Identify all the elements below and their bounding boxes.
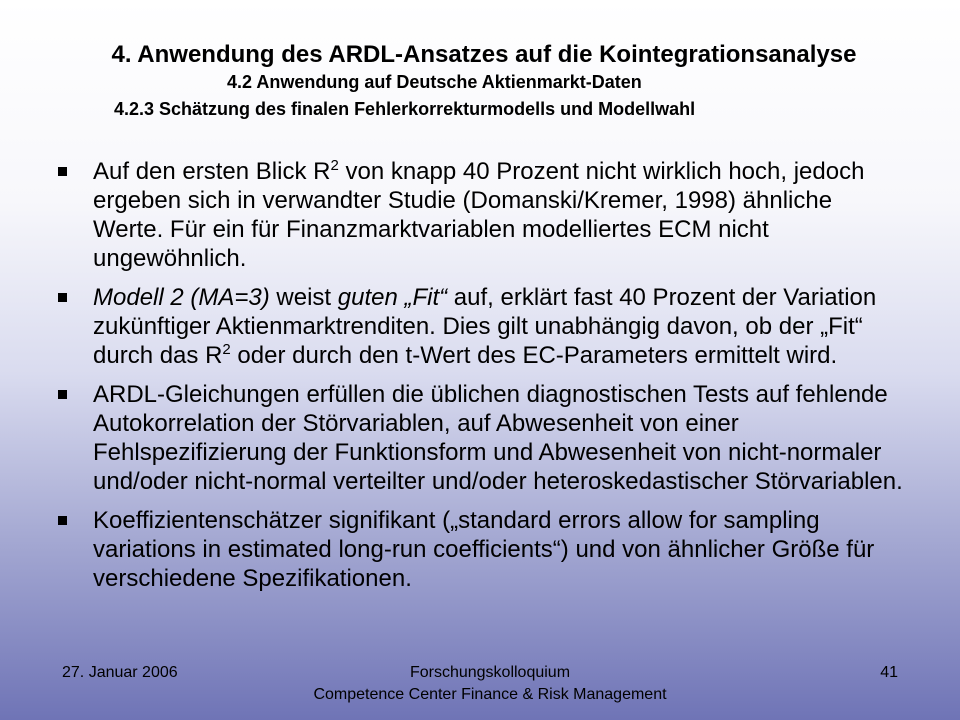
square-bullet-icon [58, 167, 67, 176]
bullet-text-segment: ARDL-Gleichungen erfüllen die üblichen diagnostischen Tests auf fehlende Autokorrelation der Störvariablen, auf Abwesenheit von einer Fehlspezifizierung der Funktionsform und Abwesenheit von nicht-normaler und/oder nicht-normal verteilter und/oder heteroskedastischer Störvariablen. [93, 381, 903, 495]
footer-organization: Competence Center Finance & Risk Management [313, 686, 667, 703]
footer-page-number: 41 [880, 664, 898, 681]
bullet-text-segment: weist [269, 284, 338, 311]
footer-date: 27. Januar 2006 [62, 664, 178, 681]
bullet-item [56, 283, 906, 370]
bullet-item [56, 506, 906, 593]
bullet-list [56, 157, 906, 603]
footer-center [250, 662, 730, 706]
bullet-text [93, 283, 906, 370]
slide-subtitle-subsection: 4.2.3 Schätzung des finalen Fehlerkorrekturmodells und Modellwahl [114, 99, 696, 119]
bullet-text-segment: Auf den ersten Blick R [93, 158, 331, 185]
superscript-2: 2 [330, 157, 339, 174]
slide-subtitle-section: 4.2 Anwendung auf Deutsche Aktienmarkt-Daten [227, 72, 642, 92]
square-bullet-icon [58, 293, 67, 302]
bullet-text-italic: guten „Fit“ [337, 284, 448, 311]
bullet-text [93, 380, 906, 496]
footer-event: Forschungskolloquium [409, 664, 571, 681]
bullet-item [56, 157, 906, 273]
square-bullet-icon [58, 516, 67, 525]
bullet-text-italic: Modell 2 (MA=3) [93, 284, 270, 311]
bullet-item [56, 380, 906, 496]
bullet-text-segment: auf, erklärt fast 40 Prozent der Variation zukünftiger Aktienmarktrenditen. Dies gilt unabhängig davon, ob der „Fit“ durch das R [93, 284, 877, 369]
slide-title-block [0, 40, 960, 121]
superscript-2: 2 [222, 341, 231, 358]
slide-title: 4. Anwendung des ARDL-Ansatzes auf die Kointegrationsanalyse [111, 41, 857, 68]
bullet-text-segment: von knapp 40 Prozent nicht wirklich hoch, jedoch ergeben sich in verwandter Studie (Domanski/Kremer, 1998) ähnliche Werte. Für ein für Finanzmarktvariablen modelliertes ECM nicht ungewöhnlich. [93, 158, 865, 272]
bullet-text [93, 506, 906, 593]
bullet-text [93, 157, 906, 273]
bullet-text-segment: oder durch den t-Wert des EC-Parameters ermittelt wird. [230, 342, 838, 369]
square-bullet-icon [58, 390, 67, 399]
bullet-text-segment: Koeffizientenschätzer signifikant („standard errors allow for sampling variations in estimated long-run coefficients“) und von ähnlicher Größe für verschiedene Spezifikationen. [93, 507, 875, 592]
